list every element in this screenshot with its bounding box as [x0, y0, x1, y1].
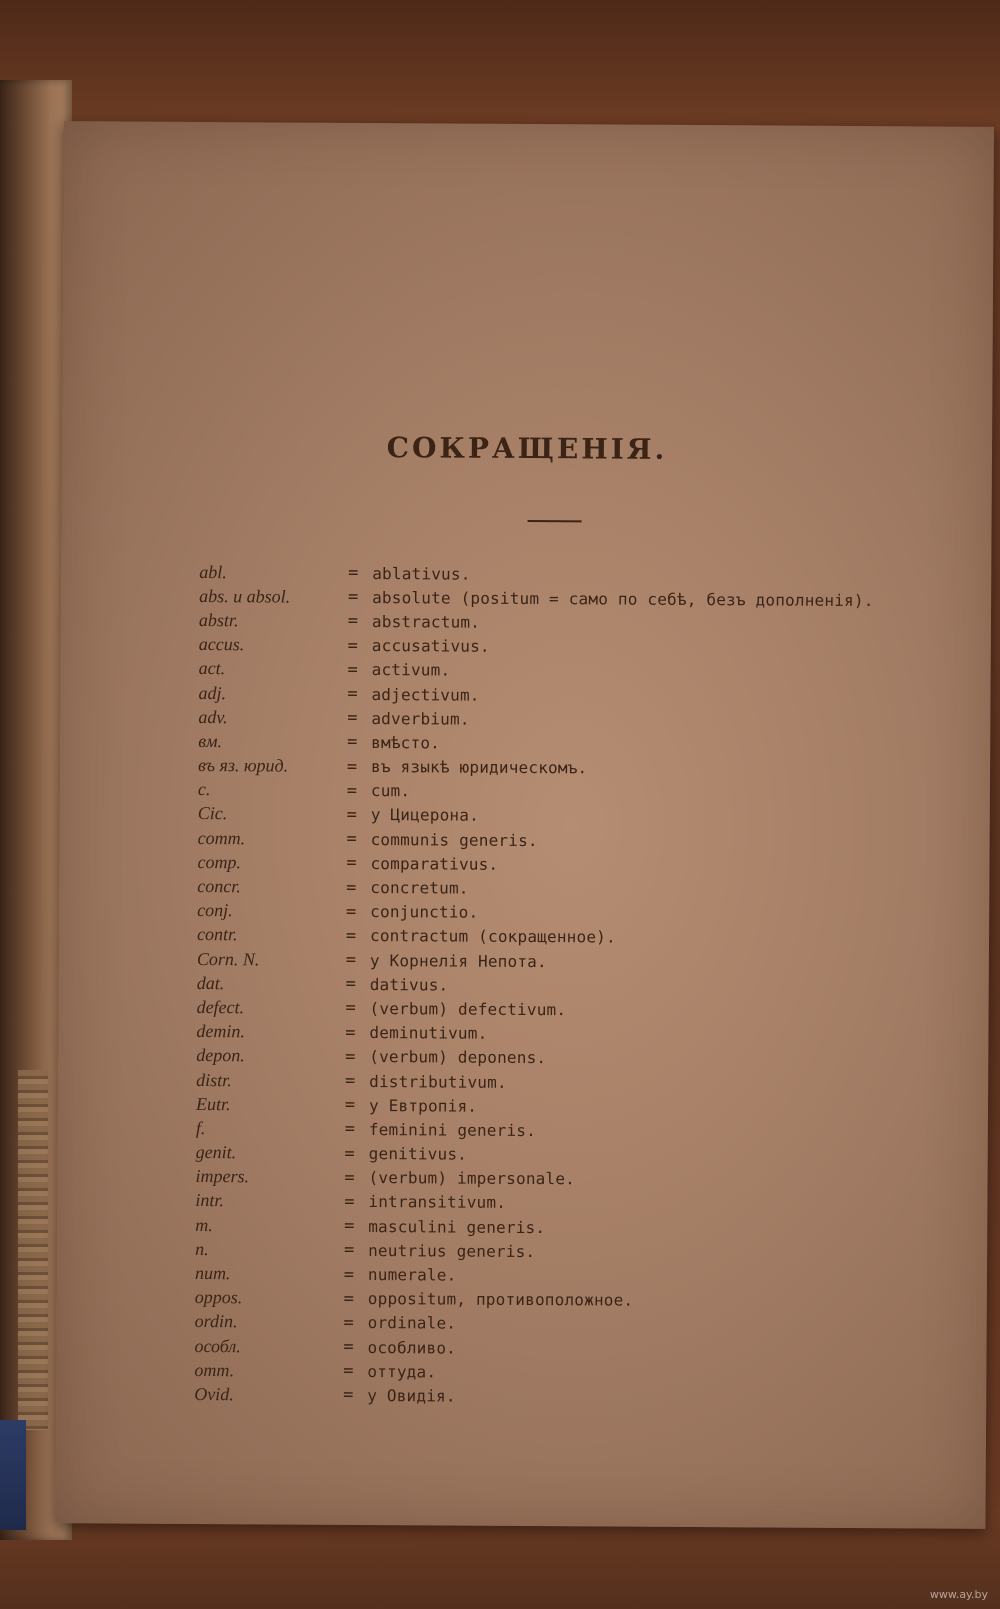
- abbreviation-definition: вмѣсто.: [371, 732, 441, 753]
- abbreviation-term: comm.: [197, 827, 246, 848]
- equals-sign: =: [343, 1361, 354, 1382]
- abbreviation-definition: у Овидія.: [367, 1386, 456, 1406]
- abbreviation-definition: contractum (сокращенное).: [369, 926, 616, 947]
- abbreviation-definition: concretum.: [370, 878, 469, 898]
- abbreviation-term: вм.: [198, 730, 223, 752]
- abbreviation-term: dat.: [196, 972, 225, 993]
- abbreviation-definition: accusativus.: [371, 636, 490, 656]
- abbreviation-term: abs. и absol.: [199, 585, 291, 607]
- abbreviation-term: accus.: [198, 634, 245, 655]
- abbreviation-definition: ablativus.: [372, 563, 471, 584]
- abbreviation-term: contr.: [196, 924, 238, 945]
- abbreviation-term: defect.: [196, 996, 245, 1018]
- page-title: СОКРАЩЕНІЯ.: [386, 431, 668, 466]
- abbreviation-definition: cum.: [370, 781, 411, 801]
- equals-sign: =: [344, 1216, 355, 1237]
- equals-sign: =: [346, 853, 357, 874]
- abbreviation-term: adj.: [198, 682, 227, 703]
- abbreviation-definition: ordinale.: [367, 1313, 457, 1333]
- equals-sign: =: [345, 974, 356, 995]
- abbreviation-definition: у Цицерона.: [370, 805, 480, 826]
- equals-sign: =: [343, 1385, 354, 1406]
- equals-sign: =: [344, 1095, 356, 1116]
- equals-sign: =: [344, 1191, 355, 1212]
- abbreviation-term: abstr.: [198, 609, 239, 631]
- abbreviation-term: Ovid.: [194, 1383, 234, 1405]
- equals-sign: =: [347, 587, 359, 608]
- equals-sign: =: [346, 804, 357, 825]
- abbreviation-definition: intransitivum.: [368, 1192, 507, 1213]
- abbreviation-definition: feminini generis.: [368, 1119, 537, 1140]
- equals-sign: =: [347, 708, 358, 729]
- abbreviation-term: Cic.: [197, 803, 228, 824]
- equals-sign: =: [343, 1312, 354, 1333]
- abbreviation-term: отт.: [194, 1359, 235, 1381]
- equals-sign: =: [343, 1264, 355, 1285]
- equals-sign: =: [343, 1240, 355, 1261]
- abbreviation-term: abl.: [199, 561, 227, 582]
- equals-sign: =: [346, 780, 358, 801]
- abbreviation-term: въ яз. юрид.: [198, 755, 289, 776]
- abbreviation-term: concr.: [197, 876, 241, 897]
- abbreviation-definition: (verbum) deponens.: [369, 1047, 547, 1068]
- abbreviation-term: c.: [197, 779, 211, 800]
- equals-sign: =: [347, 683, 358, 704]
- abbreviation-term: Corn. N.: [196, 948, 260, 969]
- abbreviation-definition: оттуда.: [367, 1361, 437, 1382]
- abbreviation-term: act.: [198, 658, 226, 679]
- abbreviation-term: genit.: [195, 1142, 237, 1163]
- equals-sign: =: [345, 998, 356, 1019]
- abbreviation-definition: distributivum.: [369, 1071, 507, 1092]
- equals-sign: =: [345, 1046, 356, 1067]
- abbreviation-definition: dativus.: [369, 974, 449, 995]
- equals-sign: =: [345, 949, 357, 971]
- abbreviation-definition: neutrius generis.: [368, 1240, 536, 1261]
- abbreviation-definition: у Евтропія.: [368, 1095, 478, 1116]
- abbreviation-term: depon.: [196, 1045, 245, 1066]
- abbreviation-term: ordin.: [194, 1311, 238, 1332]
- abbreviation-definition: numerale.: [367, 1265, 457, 1285]
- abbreviation-definition: conjunctio.: [370, 902, 479, 922]
- abbreviation-term: f.: [195, 1117, 206, 1138]
- abbreviation-term: n.: [195, 1238, 209, 1259]
- equals-sign: =: [348, 562, 359, 584]
- book-page: [55, 121, 994, 1529]
- abbreviation-term: adv.: [198, 706, 228, 727]
- abbreviation-definition: deminutivum.: [369, 1023, 488, 1043]
- torn-binding: [18, 1070, 48, 1430]
- abbreviation-definition: masculini generis.: [368, 1216, 546, 1237]
- equals-sign: =: [344, 1167, 355, 1188]
- equals-sign: =: [346, 829, 357, 850]
- title-rule: [528, 520, 582, 522]
- abbreviation-definition: въ языкѣ юридическомъ.: [371, 757, 588, 778]
- abbreviation-definition: (verbum) defectivum.: [369, 999, 567, 1020]
- abbreviation-term: m.: [195, 1214, 213, 1235]
- equals-sign: =: [344, 1070, 356, 1091]
- equals-sign: =: [347, 611, 359, 632]
- abbreviation-definition: у Корнелія Непота.: [369, 950, 547, 971]
- equals-sign: =: [344, 1119, 356, 1140]
- abbreviation-definition: communis generis.: [370, 829, 538, 850]
- watermark: www.ay.by: [929, 1588, 988, 1601]
- abbreviation-entry: [194, 1382, 954, 1411]
- equals-sign: =: [347, 732, 358, 753]
- abbreviation-term: demin.: [196, 1021, 246, 1042]
- abbreviation-list: [194, 560, 959, 1411]
- abbreviation-definition: comparativus.: [370, 853, 499, 874]
- abbreviation-definition: activum.: [371, 660, 451, 680]
- equals-sign: =: [345, 1022, 356, 1043]
- equals-sign: =: [346, 877, 357, 898]
- equals-sign: =: [346, 756, 358, 777]
- abbreviation-term: impers.: [195, 1166, 250, 1187]
- equals-sign: =: [345, 901, 357, 922]
- abbreviation-definition: genitivus.: [368, 1144, 468, 1164]
- abbreviation-definition: oppositum, противоположное.: [367, 1289, 634, 1310]
- equals-sign: =: [344, 1143, 355, 1164]
- equals-sign: =: [347, 635, 358, 656]
- abbreviation-term: особл.: [194, 1335, 241, 1356]
- abbreviation-term: oppos.: [194, 1287, 243, 1308]
- abbreviation-definition: absolute (positum = само по себѣ, безъ дополненія).: [372, 587, 874, 610]
- abbreviation-term: comp.: [197, 851, 242, 873]
- abbreviation-term: num.: [194, 1263, 231, 1284]
- equals-sign: =: [343, 1336, 354, 1358]
- equals-sign: =: [343, 1288, 355, 1309]
- abbreviation-definition: abstractum.: [371, 612, 481, 632]
- equals-sign: =: [347, 659, 358, 680]
- abbreviation-term: distr.: [196, 1069, 232, 1090]
- table-surface-top: [0, 0, 1000, 130]
- abbreviation-definition: adjectivum.: [371, 684, 480, 705]
- abbreviation-term: Eutr.: [195, 1093, 231, 1114]
- abbreviation-definition: особливо.: [367, 1337, 457, 1358]
- abbreviation-term: conj.: [197, 900, 233, 921]
- abbreviation-term: intr.: [195, 1190, 224, 1211]
- abbreviation-definition: (verbum) impersonale.: [368, 1168, 576, 1189]
- equals-sign: =: [345, 925, 357, 946]
- abbreviation-definition: adverbium.: [371, 708, 470, 729]
- cover-edge: [0, 1420, 26, 1530]
